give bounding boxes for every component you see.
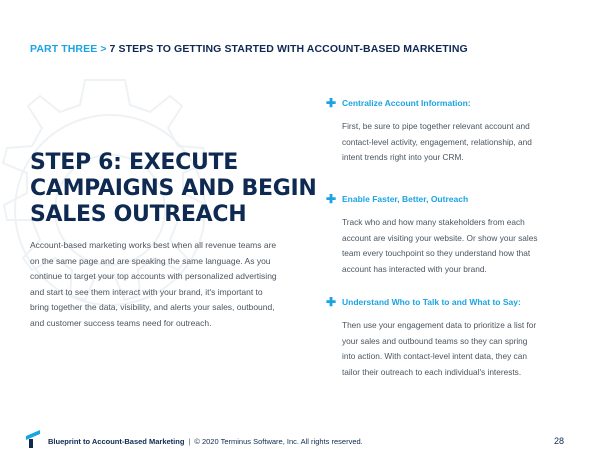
plus-icon: ✚ [326,192,337,206]
section-part-label: PART THREE [30,43,98,55]
footer-separator: | [188,437,191,446]
page-number: 28 [554,436,565,446]
section-title: 7 STEPS TO GETTING STARTED WITH ACCOUNT-BASED MARKETING [109,43,468,55]
tip-title: Understand Who to Talk to and What to Say: [342,297,521,307]
tip-title: Centralize Account Information: [342,98,471,108]
step-heading-line-3: SALES OUTREACH [30,202,247,227]
page-footer [48,437,363,446]
section-header [30,43,468,55]
tip-text: Track who and how many stakeholders from each account are visiting your website. Or show your sales team every touchpoint so they understand how that account has interacted with your brand. [342,217,538,274]
step-heading [30,150,320,228]
step-intro-paragraph: Account-based marketing works best when all revenue teams are on the same page and are speaking the same language. As you continue to target your top accounts with personalized advertising and start to see them interact with your brand, it's important to bring together the data, visibility, and alerts your sales, outbound, and customer success teams need for outreach. [30,240,277,328]
footer-copyright: © 2020 Terminus Software, Inc. All rights reserved. [194,437,363,446]
tip-text: First, be sure to pipe together relevant account and contact-level activity, engagement, relationship, and intent trends right into your CRM. [342,121,532,162]
plus-icon: ✚ [326,96,337,110]
header-separator: > [100,43,107,55]
terminus-logo-icon [26,430,40,448]
step-heading-line-1: STEP 6: EXECUTE [30,150,238,175]
footer-doc-title: Blueprint to Account-Based Marketing [48,437,185,446]
step-heading-line-2: CAMPAIGNS AND BEGIN [30,176,317,201]
tip-title: Enable Faster, Better, Outreach [342,194,469,204]
tip-text: Then use your engagement data to prioritize a list for your sales and outbound teams so they can spring into action. With contact-level intent data, they can tailor their outreach to each individual's interests. [342,320,537,377]
plus-icon: ✚ [326,295,337,309]
